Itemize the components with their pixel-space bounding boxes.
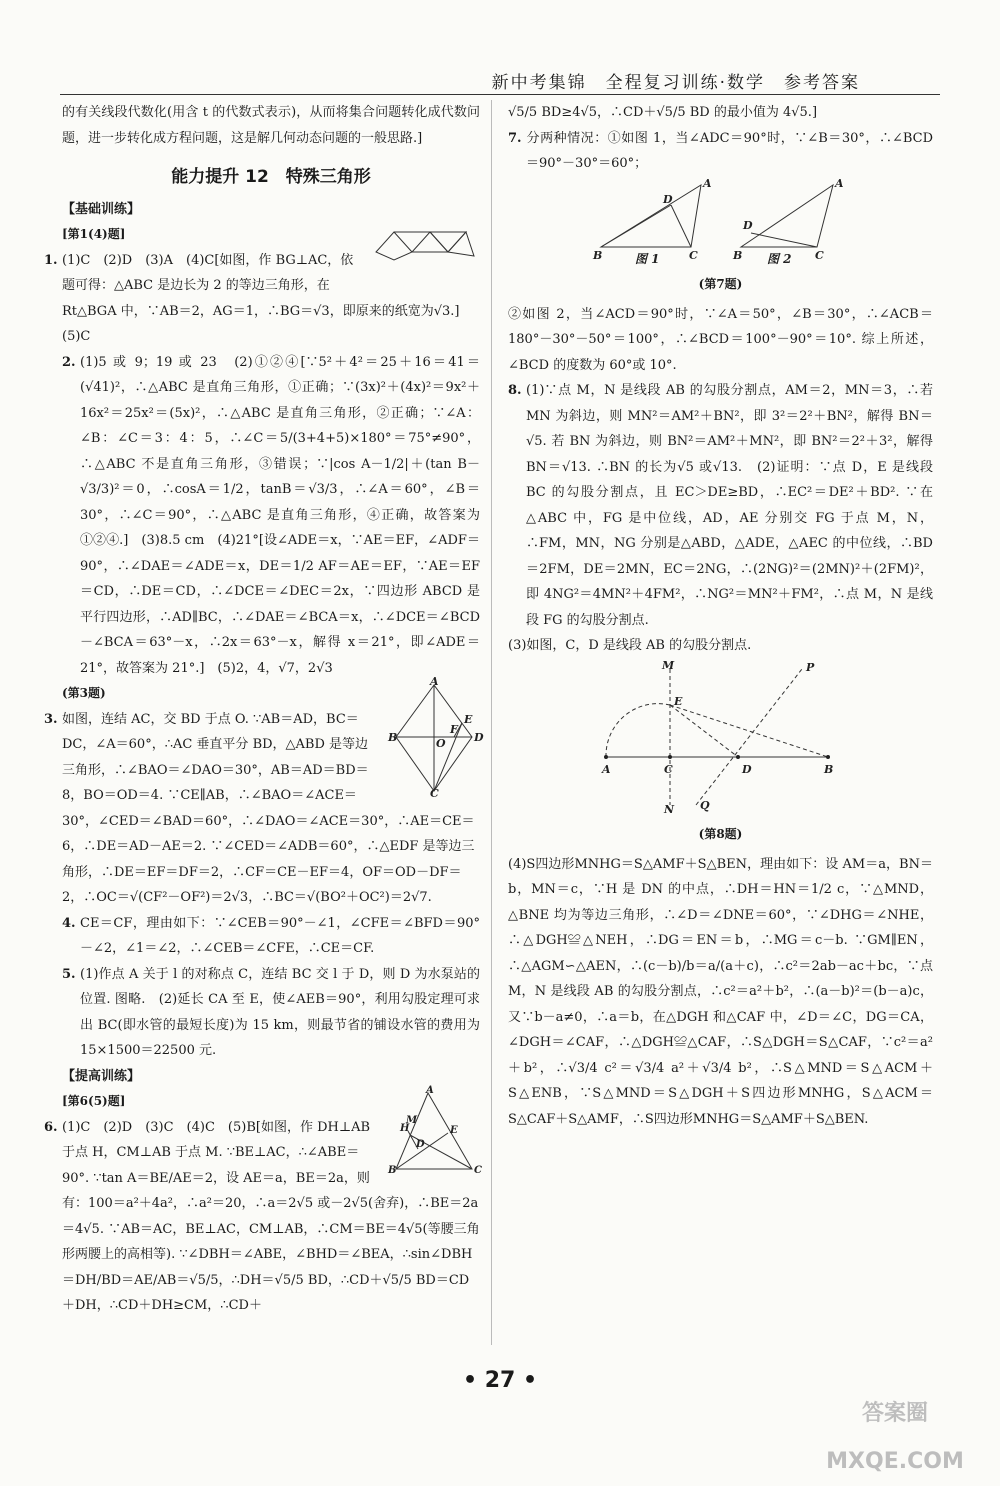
question-7 (508, 126, 933, 177)
svg-text:M: M (406, 1115, 418, 1126)
page-header (60, 54, 940, 95)
svg-text:B: B (823, 762, 833, 776)
q8-text-b: (3)如图，C，D 是线段 AB 的勾股分割点. (508, 638, 752, 653)
svg-text:H: H (400, 1123, 410, 1134)
question-2 (62, 350, 480, 682)
svg-text:A: A (834, 176, 844, 190)
q1-number: 1. (44, 252, 58, 268)
left-column (44, 100, 484, 1319)
basic-training-label: 【基础训练】 (62, 201, 141, 217)
q7-figure (508, 176, 933, 298)
q8-number: 8. (508, 383, 522, 398)
q2-number: 2. (62, 354, 76, 370)
q1-diagram (372, 222, 480, 266)
svg-text:B: B (388, 1165, 397, 1176)
svg-text:D: D (741, 762, 752, 776)
svg-text:A: A (601, 762, 611, 776)
intro-paragraph: 的有关线段代数化(用含 t 的代数式表示)，从而将集合问题转化成代数问题，进一步转化成方程问题，这是解几何动态问题的一般思路.] (62, 105, 480, 146)
q8-diagram (596, 658, 846, 816)
q4-number: 4. (62, 915, 76, 931)
q6-figure (388, 1085, 482, 1185)
right-column (508, 100, 933, 1132)
q1-caption: [第1(4)题] (62, 227, 126, 241)
svg-text:C: C (430, 787, 439, 800)
q1-text: (1)C (2)D (3)A (4)C[如图，作 BG⊥AC，依题可得：△ABC 是边长为 2 的等边三角形，在 Rt△BGA 中，∵AB＝2，AG＝1，∴BG＝√3，即原来的纸宽为√3.] (5)C (62, 252, 473, 344)
svg-text:F: F (450, 723, 458, 736)
section-title: 能力提升 12 特殊三角形 (171, 167, 371, 187)
q7-text-b: ②如图 2，当∠ACD＝90°时，∵∠A＝50°，∠B＝30°，∴∠ACB＝180°－30°－50°＝100°，∴∠BCD＝100°－90°＝10°. 综上所述，∠BCD 的度数为 60°或 10°. (508, 306, 933, 373)
question-8 (508, 378, 933, 633)
q7-text-a: 分两种情况：①如图 1，当∠ADC＝90°时，∵∠B＝30°，∴∠BCD＝90°－30°＝60°； (526, 130, 933, 171)
q2-text: (1)5 或 9；19 或 23 (2)①②④[∵5²＋4²＝25＋16＝41＝(√41)²，∴△ABC 是直角三角形，①正确；∵(3x)²＋(4x)²＝9x²＋16x²＝25x²＝(5x)²，∴△ABC 是直角三角形，②正确；∵∠A：∠B：∠C＝3：4：5，∴∠C＝5/(3+4+5)×180°＝75°≠90°，∴△ABC 不是直角三角形，③错误；∵|cos A－1/2|＋(tan B－√3/3)²＝0，∴cosA＝1/2，tanB＝√3/3，∴∠A＝60°，∠B＝30°，∴∠C＝90°，∴△ABC 是直角三角形，④正确，故答案为①②④.] (3)8.5 cm (4)21°[设∠ADE＝x，∵AE＝EF，∠ADF＝90°，∴∠DAE＝∠ADE＝x，DE＝1/2 AF＝AE＝EF，∵AE＝EF＝CD，∴DE＝CD，∴∠DCE＝∠DEC＝2x，∵四边形 ABCD 是平行四边形，∴AD∥BC，∴∠DAE＝∠BCA＝x，∴∠DCE＝∠BCD－∠BCA＝63°－x，∴2x＝63°－x，解得 x＝21°，即∠ADE＝21°，故答案为 21°.] (5)2，4，√7，2√3 (80, 354, 480, 676)
column-divider (491, 100, 492, 1345)
watermark-logo: 答案圈 MXQE.COM (826, 1401, 964, 1474)
q6-diagram (388, 1085, 482, 1176)
q6-text: (1)C (2)D (3)C (4)C (5)B[如图，作 DH⊥AB 于点 H，CM⊥AB 于点 M. ∵BE⊥AC，∴∠ABE＝90°. ∵tan A＝BE/AE＝2，设 AE＝a，BE＝2a，则有：100＝a²＋4a²，∴a²＝20，∴a＝2√5 或－2√5(舍弃)，∴BE＝2a＝4√5. ∵AB＝AC，BE⊥AC，CM⊥AB，∴CM＝BE＝4√5(等腰三角形两腰上的高相等). ∵∠DBH＝∠ABE，∠BHD＝∠BEA，∴sin∠DBH＝DH/BD＝AE/AB＝√5/5，∴DH＝√5/5 BD，∴CD＋√5/5 BD＝CD＋DH，∴CD＋DH≥CM，∴CD＋ (62, 1119, 480, 1313)
svg-text:N: N (663, 802, 674, 816)
fig2-label: 图 2 (766, 251, 792, 266)
q7-number: 7. (508, 130, 522, 146)
q6-number: 6. (44, 1119, 58, 1135)
svg-text:B: B (592, 248, 602, 262)
svg-text:A: A (426, 1085, 434, 1096)
svg-text:P: P (805, 660, 814, 674)
svg-text:E: E (464, 713, 473, 726)
svg-text:A: A (702, 176, 712, 190)
q5-number: 5. (62, 966, 76, 982)
q7-caption: (第7题) (698, 277, 743, 291)
advanced-training-label: 【提高训练】 (62, 1068, 141, 1084)
q4-text: CE＝CF，理由如下：∵∠CEB＝90°－∠1，∠CFE＝∠BFD＝90°－∠2，∠1＝∠2，∴∠CEB＝∠CFE，∴CE＝CF. (80, 915, 480, 956)
svg-text:D: D (474, 731, 484, 744)
svg-text:B: B (732, 248, 742, 262)
q6-caption: [第6(5)题] (62, 1094, 126, 1108)
svg-text:D: D (742, 218, 753, 232)
svg-text:D: D (416, 1139, 425, 1150)
svg-text:B: B (388, 731, 398, 744)
svg-text:A: A (430, 675, 439, 688)
question-4 (62, 911, 480, 962)
svg-text:C: C (663, 762, 673, 776)
q8-figure (508, 658, 933, 848)
q3-diagram (388, 675, 484, 800)
page-number: • 27 • (462, 1368, 538, 1393)
svg-text:O: O (436, 737, 446, 750)
q8-text-c: (4)S四边形MNHG＝S△AMF＋S△BEN，理由如下：设 AM＝a，BN＝b，MN＝c，∵H 是 DN 的中点，∴DH＝HN＝1/2 c，∵△MND，△BNE 均为等边三角形，∴∠D＝∠DNE＝60°，∵∠DHG＝∠NHE，∴△DGH≌△NEH，∴DG＝EN＝b，∴MG＝c－b. ∵GM∥EN，∴△AGM∽△AEN，∴(c－b)/b＝a/(a＋c)，∴c²＝2ab－ac＋bc，∵点 M，N 是线段 AB 的勾股分割点，∴c²＝a²＋b²，∴(a－b)²＝(b－a)c，又∵b－a≠0，∴a＝b，在△DGH 和△CAF 中，∠D＝∠C，DG＝CA，∠DGH＝∠CAF，∴△DGH≌△CAF，∴S△DGH＝S△CAF，∵c²＝a²＋b²，∴√3/4 c²＝√3/4 a²＋√3/4 b²，∴S△MND＝S△ACM＋S△ENB，∵S△MND＝S△DGH＋S四边形MNHG，S△ACM＝S△CAF＋S△AMF，∴S四边形MNHG＝S△AMF＋S△BEN. (508, 856, 933, 1127)
q5-text: (1)作点 A 关于 l 的对称点 C，连结 BC 交 l 于 D，则 D 为水泵站的位置. 图略. (2)延长 CA 至 E，使∠AEB＝90°，利用勾股定理可求出 BC(即水管的最短长度)为 15 km，则最节省的铺设水管的费用为 15×1500＝22500 元. (80, 966, 480, 1058)
q3-text: 如图，连结 AC，交 BD 于点 O. ∵AB＝AD，BC＝DC，∠A＝60°，∴AC 垂直平分 BD，△ABD 是等边三角形，∴∠BAO＝∠DAO＝30°，AB＝AD＝BD＝8，BO＝OD＝4. ∵CE∥AB，∴∠BAO＝∠ACE＝30°，∠CED＝∠BAD＝60°，∴∠DAO＝∠ACE＝30°，∴AE＝CE＝6，∴DE＝AD－AE＝2. ∵∠CED＝∠ADB＝60°，∴△EDF 是等边三角形，∴DE＝EF＝DF＝2，∴CF＝CE－EF＝4，OF＝OD－DF＝2，∴OC＝√(CF²－OF²)＝2√3，∴BC＝√(BO²＋OC²)＝2√7. (62, 711, 475, 905)
question-5 (62, 962, 480, 1064)
svg-text:E: E (673, 694, 682, 708)
q6-continuation: √5/5 BD≥4√5，∴CD＋√5/5 BD 的最小值为 4√5.] (508, 105, 818, 120)
q3-figure (388, 675, 484, 807)
q8-caption: (第8题) (698, 827, 743, 841)
svg-text:C: C (814, 248, 824, 262)
header-title: 新中考集锦 全程复习训练·数学 参考答案 (491, 73, 860, 93)
svg-text:M: M (661, 658, 674, 672)
svg-text:Q: Q (699, 798, 710, 812)
q7-diagram (591, 176, 851, 266)
svg-text:D: D (662, 192, 673, 206)
q1-figure (372, 222, 480, 276)
svg-text:E: E (450, 1125, 458, 1136)
svg-text:C: C (474, 1165, 482, 1176)
fig1-label: 图 1 (634, 251, 660, 266)
q8-text-a: (1)∵点 M，N 是线段 AB 的勾股分割点，AM＝2，MN＝3，∴若 MN 为斜边，则 MN²＝AM²＋BN²，即 3²＝2²＋BN²，解得 BN＝√5. 若 BN 为斜边，则 BN²＝AM²＋MN²，即 BN²＝2²＋3²，解得 BN＝√13. ∴BN 的长为√5 或√13. (2)证明：∵点 D，E 是线段 BC 的勾股分割点，且 EC＞DE≥BD，∴EC²＝DE²＋BD². ∵在△ABC 中，FG 是中位线，AD，AE 分别交 FG 于点 M，N，∴FM，MN，NG 分别是△ABD，△ADE，△AEC 的中位线，∴BD＝2FM，DE＝2MN，EC＝2NG，∴(2NG)²＝(2MN)²＋(2FM)²，即 4NG²＝4MN²＋4FM²，∴NG²＝MN²＋FM²，∴点 M，N 是线段 FG 的勾股分割点. (526, 383, 933, 628)
q3-caption: (第3题) (62, 686, 106, 700)
svg-text:C: C (688, 248, 698, 262)
q3-number: 3. (44, 711, 58, 727)
